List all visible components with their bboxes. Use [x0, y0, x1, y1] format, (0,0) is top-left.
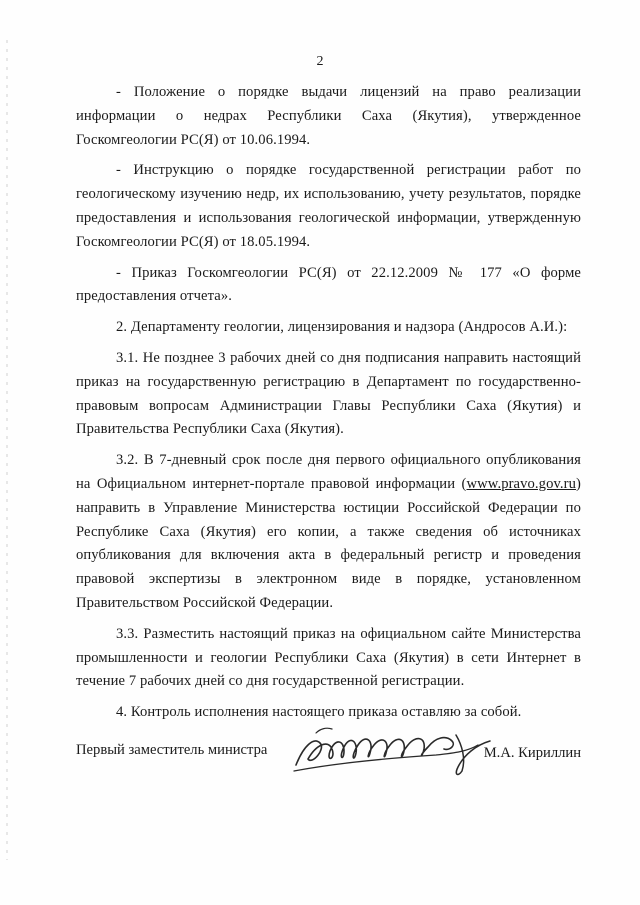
paragraph-regulation-licenses: - Положение о порядке выдачи лицензий на право реализации информации о недрах Республики Саха (Якутия), утвержденное Госкомгеологии РС(Я) от 10.06.1994.: [76, 84, 581, 148]
handwritten-signature: [286, 715, 506, 785]
paragraph-3-2-after-link: ) направить в Управление Министерства юстиции Российской Федерации по Республике Саха (Якутия) его копии, а также сведения об источниках опубликования для включения акта в федеральный регистр и проведения правовой экспертизы в электронном виде в порядке, установленном Правительством Российской Федерации.: [76, 475, 581, 611]
paragraph-instruction-registration: - Инструкцию о порядке государственной регистрации работ по геологическому изучению недр, их использованию, учету результатов, порядке предоставления и использования геологической информации, утвержденную Госкомгеологии РС(Я) от 18.05.1994.: [76, 162, 581, 250]
paragraph-3-1: 3.1. Не позднее 3 рабочих дней со дня подписания направить настоящий приказ на государственную регистрацию в Департамент по государственно-правовым вопросам Администрации Главы Республики Саха (Якутия) и Правительства Республики Саха (Якутия).: [76, 349, 581, 438]
paragraph-4-control: 4. Контроль исполнения настоящего приказа оставляю за собой.: [116, 704, 522, 721]
document-body: [76, 81, 581, 732]
pravo-gov-link[interactable]: www.pravo.gov.ru: [466, 475, 577, 492]
paragraph-3-3: 3.3. Разместить настоящий приказ на официальном сайте Министерства промышленности и геологии Республики Саха (Якутия) в сети Интернет в течение 7 рабочих дней со дня государственной регистрации.: [76, 625, 581, 690]
paragraph-order-177: - Приказ Госкомгеологии РС(Я) от 22.12.2009 № 177 «О форме предоставления отчета».: [76, 264, 581, 305]
signature-block: [76, 735, 581, 785]
paragraph-department-geology: 2. Департаменту геологии, лицензирования и надзора (Андросов А.И.):: [116, 319, 568, 336]
scan-edge-marks: [6, 40, 8, 860]
paragraph-3-2-before-link: 3.2. В 7-дневный срок после дня первого официального опубликования на Официальном интернет-портале правовой информации (: [76, 452, 581, 492]
paragraph-3-2: [76, 449, 581, 616]
signatory-name: М.А. Кириллин: [483, 745, 581, 761]
signatory-title: Первый заместитель министра: [76, 742, 268, 758]
page-number: 2: [316, 54, 324, 69]
